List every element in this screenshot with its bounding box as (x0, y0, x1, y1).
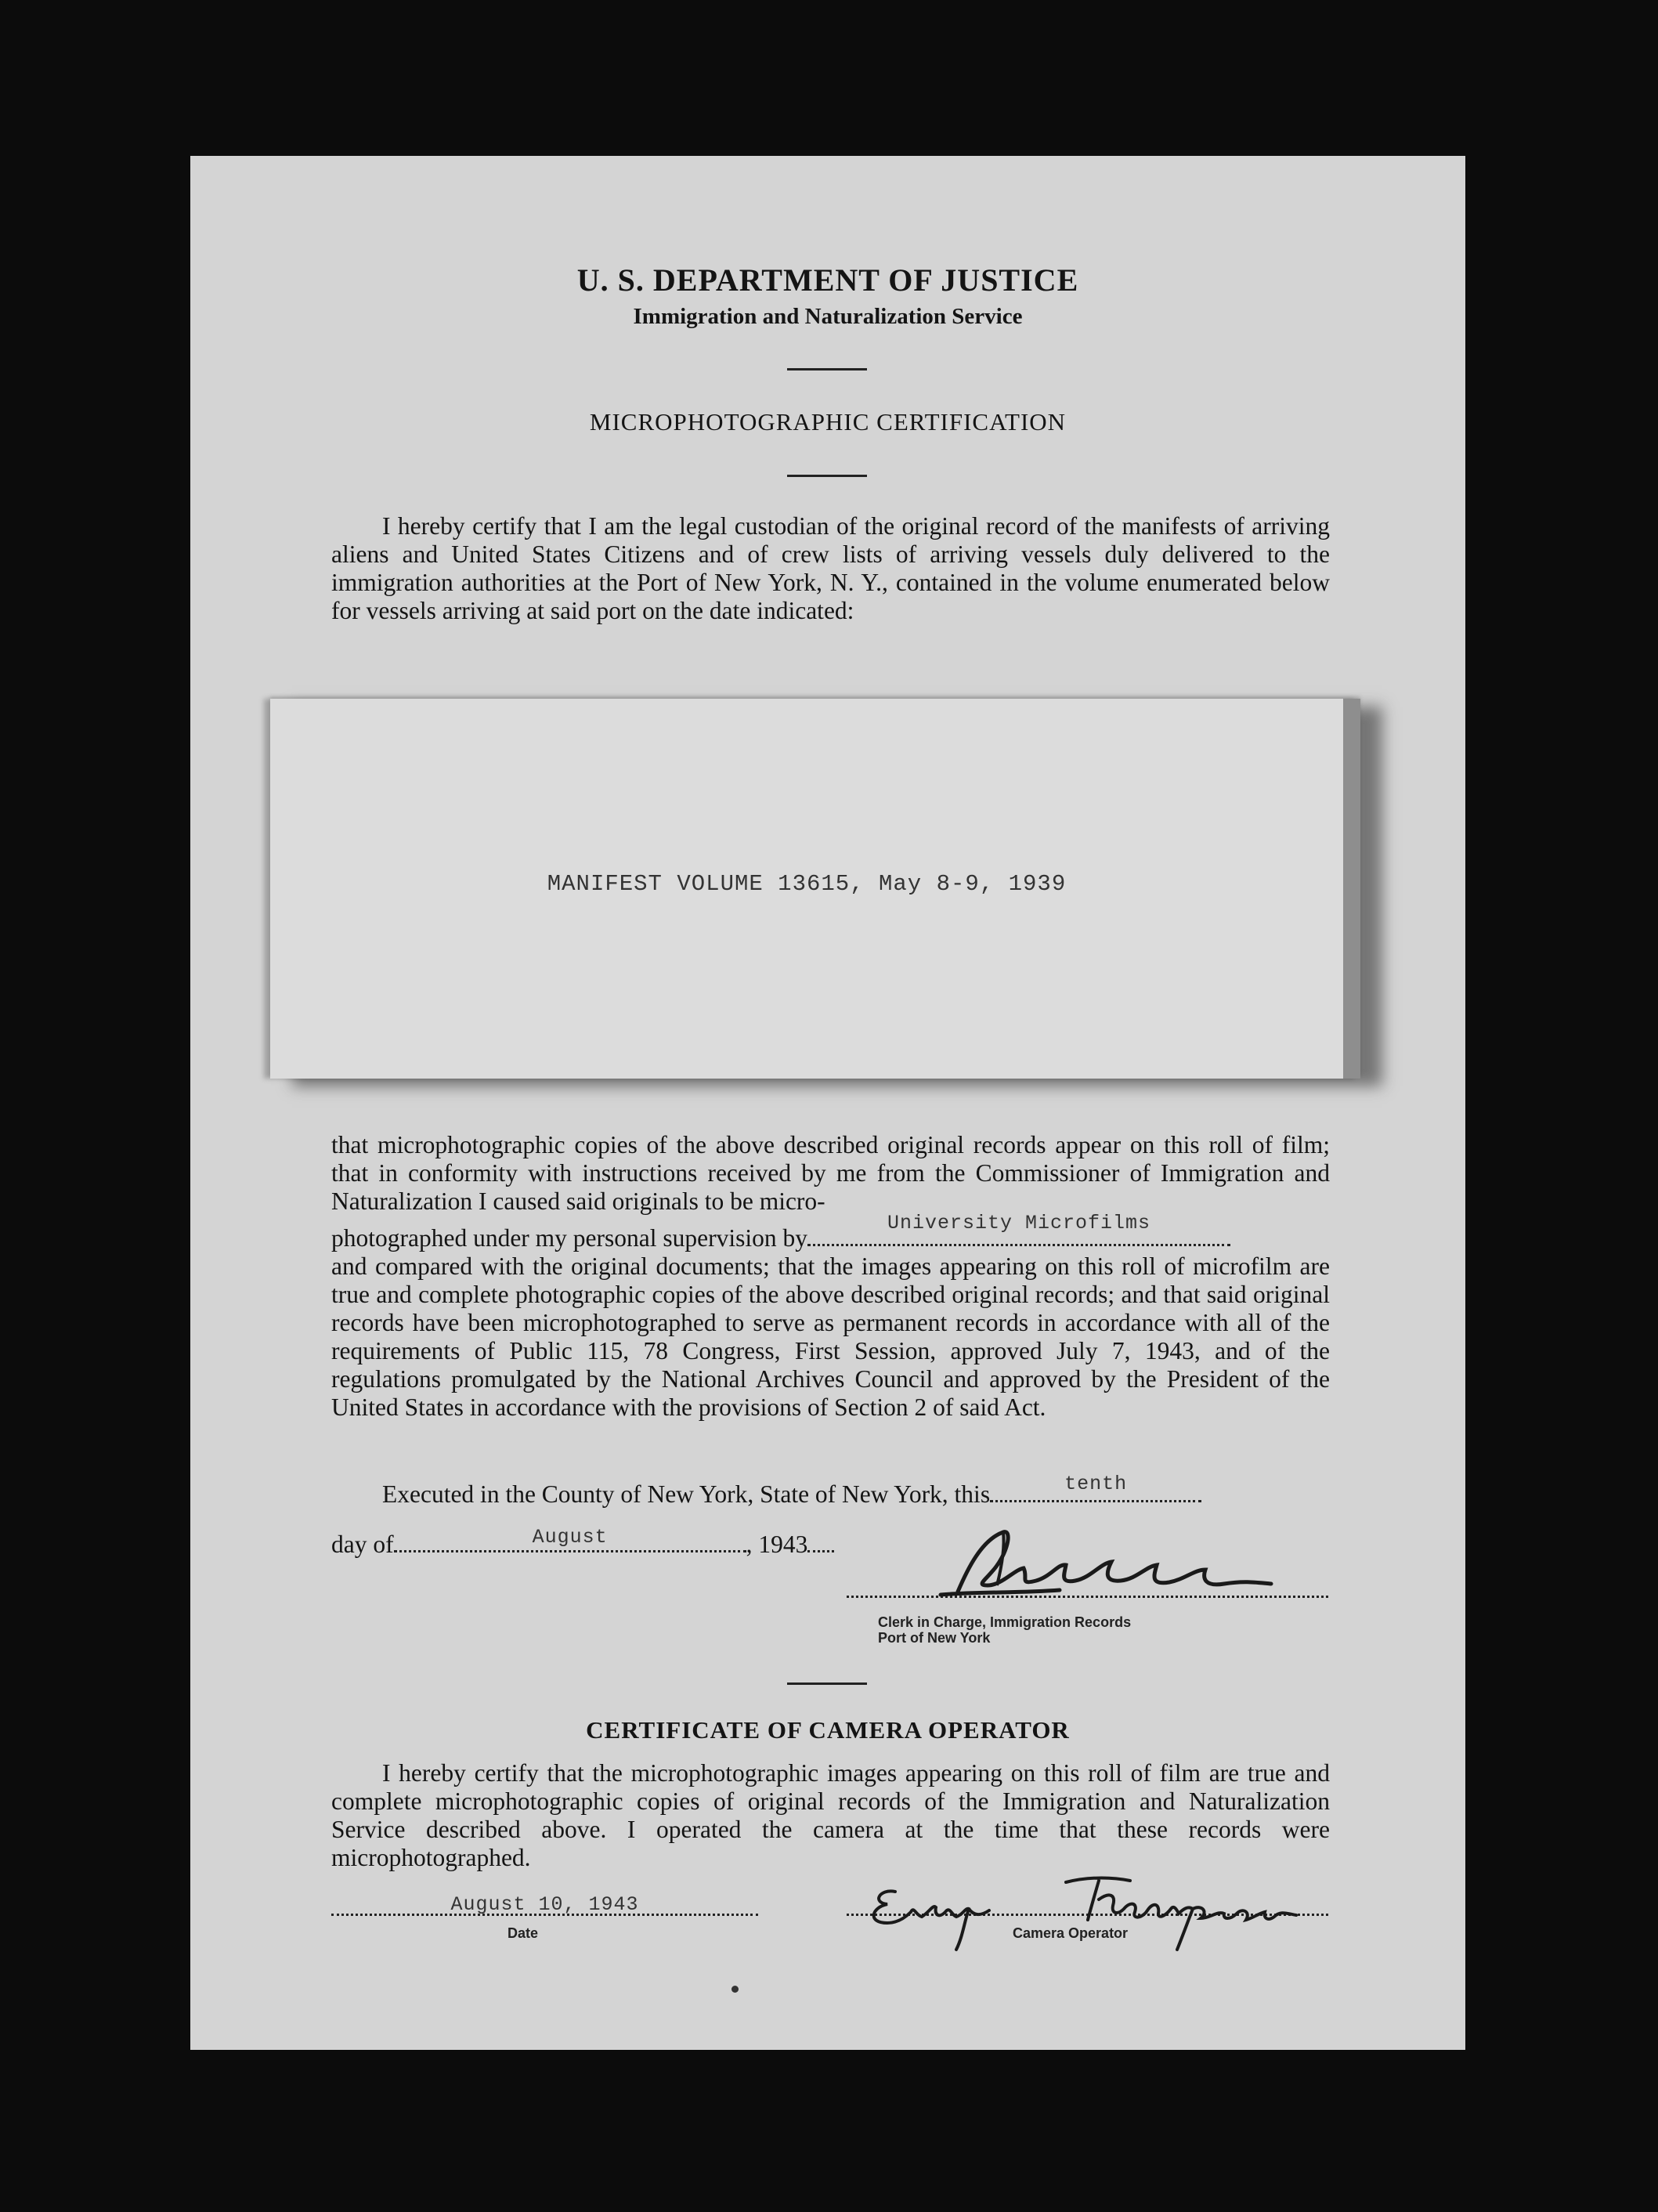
clerk-title (878, 1614, 1131, 1646)
date-label: Date (508, 1925, 539, 1941)
volume-slip (270, 699, 1360, 1079)
execution-prefix: Executed in the County of New York, State of New York, this (382, 1480, 991, 1508)
date-value: August 10, 1943 (450, 1893, 639, 1916)
day-of-line (331, 1527, 834, 1559)
certificate-page (190, 156, 1465, 2050)
operator-signature (864, 1868, 1318, 1954)
camera-certificate-title: CERTIFICATE OF CAMERA OPERATOR (586, 1716, 1070, 1744)
camera-certificate-paragraph (331, 1759, 1330, 1872)
clerk-title-line2: Port of New York (878, 1630, 991, 1646)
execution-year: , 1943 (746, 1531, 808, 1558)
certification-body (331, 1131, 1330, 1422)
day-of-label: day of (331, 1531, 394, 1558)
year-dots (807, 1527, 834, 1552)
execution-month-field (394, 1527, 746, 1552)
body-part1: that microphotographic copies of the above described original records appear on this roll of film; that in conformity with instructions received by me from the Commissioner of Immigration and Naturalization I caused said originals to be micro- (331, 1131, 1330, 1215)
photographed-by-line (331, 1212, 1330, 1252)
operator-label: Camera Operator (1013, 1925, 1129, 1941)
photographed-by-label: photographed under my personal supervision by (331, 1224, 808, 1252)
clerk-title-line1: Clerk in Charge, Immigration Records (878, 1614, 1132, 1630)
photographed-by-value: University Microfilms (887, 1212, 1151, 1234)
intro-text: I hereby certify that I am the legal custodian of the original record of the manifests of arriving aliens and United States Citizens and of crew lists of arriving vessels duly delivered to the immigration authorities at the Port of New York, N. Y., contained in the volume enumerated below for vessels arriving at said port on the date indicated: (331, 512, 1330, 624)
photographed-by-field (807, 1212, 1230, 1246)
punch-dot (731, 1986, 739, 1993)
volume-slip-text: MANIFEST VOLUME 13615, May 8-9, 1939 (547, 871, 1067, 897)
body-part2: and compared with the original documents; that the images appearing on this roll of microfilm are true and complete photographic copies of the above described original records; and that said original records have been microphotographed to serve as permanent records in accordance with all of the requirements of Public 115, 78 Congress, First Session, approved July 7, 1943, and of the regulations promulgated by the National Archives Council and approved by the President of the United States in accordance with the provisions of Section 2 of said Act. (331, 1252, 1330, 1421)
divider (787, 475, 867, 477)
department-heading: U. S. DEPARTMENT OF JUSTICE (576, 262, 1079, 298)
execution-day-value: tenth (1064, 1473, 1128, 1495)
certification-title: MICROPHOTOGRAPHIC CERTIFICATION (589, 408, 1067, 436)
divider (787, 368, 867, 370)
execution-month-value: August (532, 1526, 608, 1549)
service-subheading: Immigration and Naturalization Service (633, 304, 1023, 329)
clerk-signature (927, 1523, 1287, 1609)
execution-day-field (990, 1473, 1201, 1502)
intro-paragraph (331, 512, 1330, 625)
divider (787, 1682, 867, 1685)
camera-certificate-text: I hereby certify that the microphotographic images appearing on this roll of film are true and complete microphotographic copies of original records of the Immigration and Naturalization Service described above. I operated the camera at the time that these records were microphotographed. (331, 1759, 1330, 1871)
execution-line (382, 1473, 1201, 1509)
